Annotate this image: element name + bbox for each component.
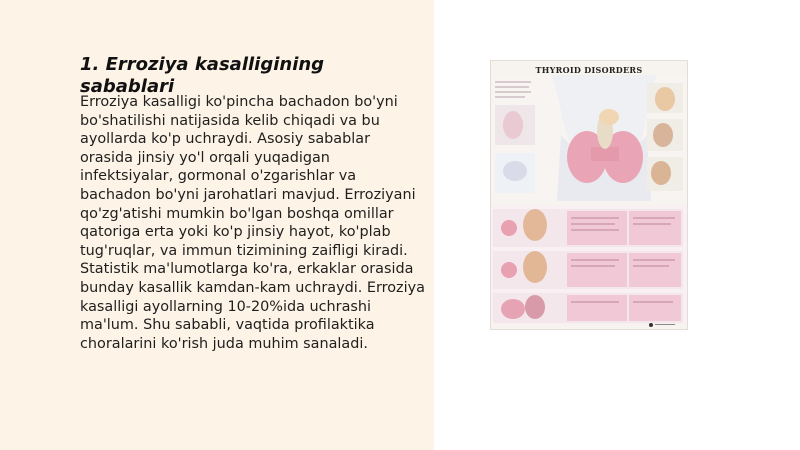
- thyroid-disorders-poster: [490, 60, 688, 330]
- anatomy-poster-icon: [491, 61, 687, 329]
- slide-body-text: Erroziya kasalligi ko'pincha bachadon bo'yni bo'shatilishi natijasida kelib chiqadi va bu ayollarda ko'p uchraydi. Asosiy sabablar orasida jinsiy yo'l orqali yuqadigan infektsiyalar, gormonal o'zgarishlar va bachadon bo'yni jarohatlari mavjud. Erroziyani qo'zg'atishi mumkin bo'lgan boshqa omillar qatoriga erta yoki ko'p jinsiy hayot, ko'plab tug'ruqlar, va immun tizimining zaifligi kiradi. Statistik ma'lumotlarga ko'ra, erkaklar orasida bunday kasallik kamdan-kam uchraydi. Erroziya kasalligi ayollarning 10-20%ida uchrashi ma'lum. Shu sababli, vaqtida profilaktika choralarini ko'rish juda muhim sanaladi.: [80, 94, 425, 352]
- slide-title: 1. Erroziya kasalligining sabablari: [80, 54, 325, 97]
- poster-title: THYROID DISORDERS: [535, 65, 643, 75]
